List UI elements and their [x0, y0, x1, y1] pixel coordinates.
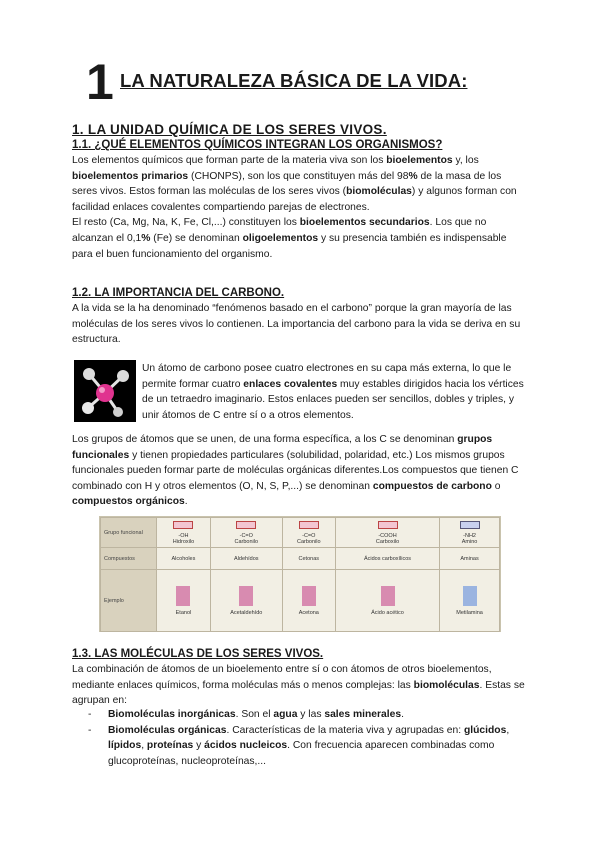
paragraph-carbono-intro: A la vida se la ha denominado “fenómenos basado en el carbono” porque la gran mayoría de las moléculas de los seres vivos lo contienen. La importancia del carbono para la vida se deriva en su estructura. — [72, 303, 521, 346]
group-cell: -NH2 Amino — [440, 518, 500, 548]
chapter-number: 1 — [86, 54, 114, 110]
example-cell: Acetaldehído — [210, 570, 282, 632]
example-cell: Acetona — [282, 570, 335, 632]
carbon-tetrahedron-image — [74, 360, 136, 422]
section-1-2-heading: 1.2. LA IMPORTANCIA DEL CARBONO. — [72, 287, 285, 299]
compound-cell: Aldehídos — [210, 548, 282, 570]
example-cell: Metilamina — [440, 570, 500, 632]
biomoleculas-list — [88, 707, 528, 769]
group-cell: -OH Hidroxilo — [157, 518, 211, 548]
row-header-grupo: Grupo funcional — [101, 518, 157, 548]
compound-cell: Ácidos carboxílicos — [335, 548, 439, 570]
compound-cell: Aminas — [440, 548, 500, 570]
section-1-3-heading: 1.3. LAS MOLÉCULAS DE LOS SERES VIVOS. — [72, 648, 324, 660]
paragraph-bioelementos: Los elementos químicos que forman parte de la materia viva son los bioelementos y, los bioelementos primarios (CHONPS), son los que constituyen más del 98% de la masa de los seres vivos. Estos forman las moléculas de los seres vivos (biomoléculas) y algunos forman con facilidad enlaces covalentes compartiendo parejas de electrones. El resto (Ca, Mg, Na, K, Fe, Cl,...) constituyen los bioelementos secundarios. Los que no alcanzan el 0,1% (Fe) se denominan oligoelementos y su presencia también es indispensable para el buen funcionamiento del organismo. — [72, 155, 517, 260]
section-1-heading: 1. LA UNIDAD QUÍMICA DE LOS SERES VIVOS. — [72, 122, 387, 137]
example-cell: Etanol — [157, 570, 211, 632]
paragraph-carbono-enlaces: Un átomo de carbono posee cuatro electrones en su capa más externa, lo que le permite formar cuatro enlaces covalentes muy estables dirigidos hacia los vértices de un tetraedro imaginario. Estos enlaces pueden ser sencillos, dobles y triples, y unir átomos de C entre sí o a otros elementos. — [142, 363, 524, 421]
section-1-1-heading: 1.1. ¿QUÉ ELEMENTOS QUÍMICOS INTEGRAN LOS ORGANISMOS? — [72, 139, 443, 151]
group-cell: -C=O Carbonilo — [282, 518, 335, 548]
row-header-compuestos: Compuestos — [101, 548, 157, 570]
functional-groups-table-image — [99, 516, 501, 632]
example-cell: Ácido acético — [335, 570, 439, 632]
list-item: - Biomoléculas orgánicas. Características de la materia viva y agrupadas en: glúcidos, lípidos, proteínas y ácidos nucleicos. Con frecuencia aparecen combinadas como glucoproteínas, nucleoproteínas,... — [88, 724, 510, 767]
chapter-title: LA NATURALEZA BÁSICA DE LA VIDA: — [120, 70, 468, 91]
group-cell: -C=O Carbonilo — [210, 518, 282, 548]
paragraph-grupos-funcionales: Los grupos de átomos que se unen, de una forma específica, a los C se denominan grupos funcionales y tienen propiedades particulares (solubilidad, polaridad, etc.) Los mismos grupos funcionales pueden formar parte de moléculas orgánicas diferentes.Los compuestos que tienen C combinado con H y otros elementos (O, N, S, P,...) se denominan compuestos de carbono o compuestos orgánicos. — [72, 434, 519, 508]
paragraph-biomoleculas: La combinación de átomos de un bioelemento entre sí o con átomos de otros bioelementos, mediante enlaces químicos, forma moléculas más o menos complejas: las biomoléculas. Estas se agrupan en: — [72, 664, 525, 707]
compound-cell: Alcoholes — [157, 548, 211, 570]
compound-cell: Cetonas — [282, 548, 335, 570]
group-cell: -COOH Carboxilo — [335, 518, 439, 548]
row-header-ejemplo: Ejemplo — [101, 570, 157, 632]
list-item: - Biomoléculas inorgánicas. Son el agua y las sales minerales. — [88, 709, 404, 720]
